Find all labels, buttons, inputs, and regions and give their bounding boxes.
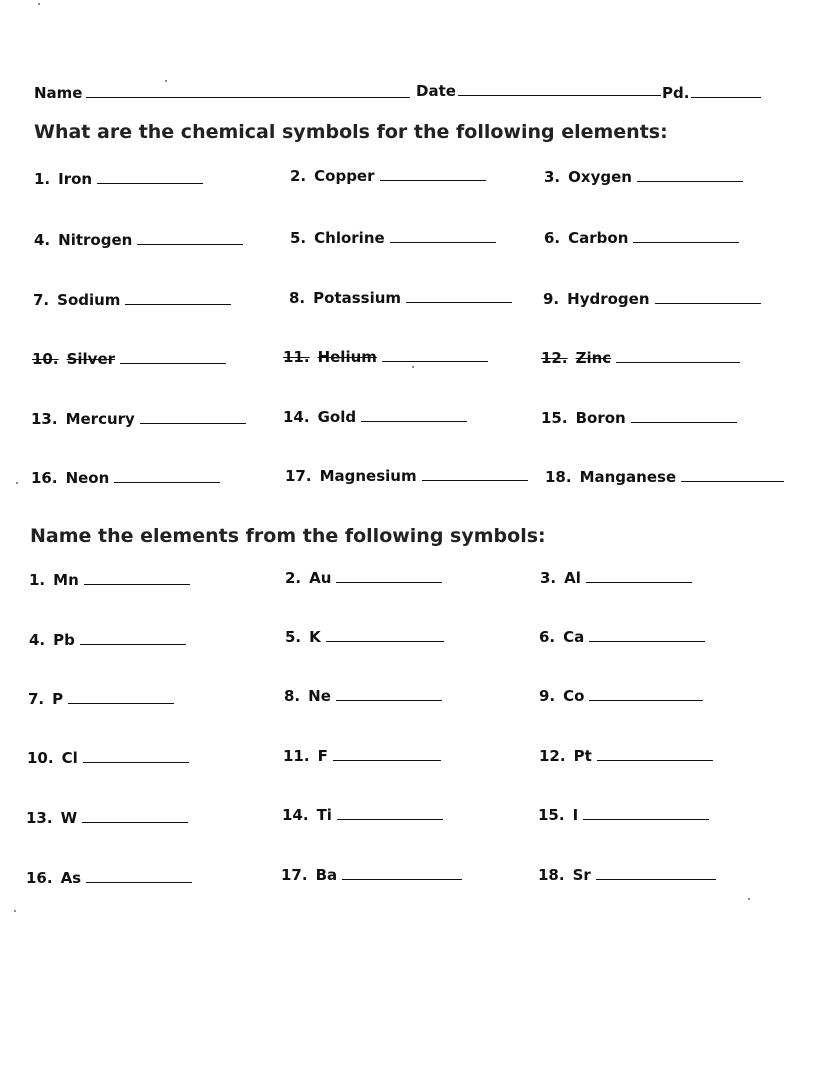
s1-item-2 — [290, 166, 486, 185]
element-symbol: Cl — [61, 749, 78, 767]
element-name: Manganese — [579, 468, 677, 486]
item-number: 17. — [285, 467, 312, 485]
item-number: 3. — [544, 168, 561, 186]
answer-blank[interactable] — [631, 408, 737, 423]
s1-item-9 — [543, 289, 761, 308]
s1-item-3 — [544, 167, 743, 186]
answer-blank[interactable] — [655, 289, 761, 304]
element-symbol: Pb — [53, 631, 75, 649]
element-name: Helium — [317, 348, 377, 366]
element-name: Sodium — [57, 291, 121, 309]
s1-item-13 — [31, 409, 246, 428]
item-number: 15. — [541, 409, 568, 427]
s2-item-8 — [284, 686, 442, 705]
element-symbol: Ti — [316, 806, 332, 824]
s1-item-15 — [541, 408, 737, 427]
answer-blank[interactable] — [125, 290, 231, 305]
s1-item-17 — [285, 466, 528, 485]
item-number: 17. — [281, 866, 308, 884]
period-field-row — [662, 83, 761, 102]
answer-blank[interactable] — [342, 865, 462, 880]
answer-blank[interactable] — [80, 630, 186, 645]
element-name: Zinc — [575, 349, 612, 367]
answer-blank[interactable] — [586, 568, 692, 583]
period-blank[interactable] — [691, 83, 761, 98]
answer-blank[interactable] — [380, 166, 486, 181]
answer-blank[interactable] — [361, 407, 467, 422]
scan-speck — [748, 898, 750, 900]
element-name: Neon — [65, 469, 110, 487]
answer-blank[interactable] — [589, 627, 705, 642]
element-symbol: Ne — [308, 687, 331, 705]
item-number: 13. — [31, 410, 58, 428]
item-number: 13. — [26, 809, 53, 827]
item-number: 16. — [31, 469, 58, 487]
answer-blank[interactable] — [616, 348, 740, 363]
answer-blank[interactable] — [583, 805, 709, 820]
scan-speck — [14, 910, 16, 912]
s1-item-5 — [290, 228, 496, 247]
item-number: 3. — [540, 569, 557, 587]
date-blank[interactable] — [458, 81, 661, 96]
s1-item-1 — [34, 169, 203, 188]
item-number: 1. — [34, 170, 51, 188]
element-symbol: As — [60, 869, 82, 887]
answer-blank[interactable] — [681, 467, 784, 482]
element-name: Potassium — [313, 289, 402, 307]
element-symbol: Pt — [573, 747, 592, 765]
element-name: Mercury — [65, 410, 135, 428]
s2-item-2 — [285, 568, 442, 587]
item-number: 10. — [32, 350, 59, 368]
s1-item-12 — [541, 348, 740, 367]
element-name: Nitrogen — [58, 231, 133, 249]
s2-item-16 — [26, 868, 192, 887]
item-number: 8. — [284, 687, 301, 705]
element-name: Magnesium — [319, 467, 417, 485]
s1-item-7 — [33, 290, 231, 309]
item-number: 7. — [33, 291, 50, 309]
element-symbol: Au — [309, 569, 332, 587]
s2-item-18 — [538, 865, 716, 884]
item-number: 6. — [544, 229, 561, 247]
date-field-row — [416, 81, 661, 100]
s1-item-8 — [289, 288, 512, 307]
element-name: Copper — [314, 167, 375, 185]
scan-speck — [165, 80, 167, 82]
s2-item-4 — [29, 630, 186, 649]
element-symbol: F — [317, 747, 328, 765]
item-number: 9. — [539, 687, 556, 705]
s2-item-10 — [27, 748, 189, 767]
item-number: 5. — [285, 628, 302, 646]
element-name: Carbon — [568, 229, 629, 247]
item-number: 11. — [283, 348, 310, 366]
scan-speck — [16, 482, 18, 484]
s2-item-9 — [539, 686, 703, 705]
item-number: 2. — [290, 167, 307, 185]
item-number: 14. — [283, 408, 310, 426]
item-number: 2. — [285, 569, 302, 587]
item-number: 4. — [29, 631, 46, 649]
answer-blank[interactable] — [597, 746, 713, 761]
s1-item-16 — [31, 468, 220, 487]
answer-blank[interactable] — [84, 570, 190, 585]
answer-blank[interactable] — [140, 409, 246, 424]
item-number: 9. — [543, 290, 560, 308]
item-number: 14. — [282, 806, 309, 824]
scan-speck — [412, 366, 414, 368]
s1-item-14 — [283, 407, 467, 426]
s2-item-11 — [283, 746, 441, 765]
answer-blank[interactable] — [82, 808, 188, 823]
item-number: 16. — [26, 869, 53, 887]
s2-item-17 — [281, 865, 462, 884]
s1-item-11 — [283, 347, 488, 366]
item-number: 6. — [539, 628, 556, 646]
answer-blank[interactable] — [114, 468, 220, 483]
answer-blank[interactable] — [97, 169, 203, 184]
answer-blank[interactable] — [406, 288, 512, 303]
answer-blank[interactable] — [333, 746, 441, 761]
section2-heading: Name the elements from the following symbols: — [30, 525, 546, 547]
scan-speck — [38, 3, 40, 5]
element-name: Boron — [575, 409, 626, 427]
answer-blank[interactable] — [326, 627, 444, 642]
answer-blank[interactable] — [336, 686, 442, 701]
s1-item-4 — [34, 230, 243, 249]
name-field-row — [34, 83, 410, 102]
s1-item-18 — [545, 467, 784, 486]
s2-item-6 — [539, 627, 705, 646]
section1-heading: What are the chemical symbols for the following elements: — [34, 121, 668, 143]
item-number: 18. — [545, 468, 572, 486]
element-symbol: P — [52, 690, 64, 708]
element-symbol: W — [60, 809, 78, 827]
answer-blank[interactable] — [137, 230, 243, 245]
element-symbol: Mn — [53, 571, 79, 589]
s2-item-3 — [540, 568, 692, 587]
answer-blank[interactable] — [596, 865, 716, 880]
item-number: 8. — [289, 289, 306, 307]
s2-item-13 — [26, 808, 188, 827]
answer-blank[interactable] — [637, 167, 743, 182]
answer-blank[interactable] — [120, 349, 226, 364]
answer-blank[interactable] — [422, 466, 528, 481]
item-number: 15. — [538, 806, 565, 824]
name-blank[interactable] — [86, 83, 410, 98]
element-name: Chlorine — [314, 229, 385, 247]
element-symbol: Ba — [315, 866, 338, 884]
s2-item-1 — [29, 570, 190, 589]
s1-item-6 — [544, 228, 739, 247]
s1-item-10 — [32, 349, 226, 368]
item-number: 1. — [29, 571, 46, 589]
period-label: Pd. — [662, 84, 690, 102]
name-label: Name — [34, 84, 83, 102]
date-label: Date — [416, 82, 456, 100]
s2-item-5 — [285, 627, 444, 646]
item-number: 4. — [34, 231, 51, 249]
element-symbol: K — [309, 628, 321, 646]
item-number: 10. — [27, 749, 54, 767]
answer-blank[interactable] — [633, 228, 739, 243]
item-number: 18. — [538, 866, 565, 884]
item-number: 12. — [541, 349, 568, 367]
item-number: 7. — [28, 690, 45, 708]
s2-item-14 — [282, 805, 443, 824]
element-symbol: I — [572, 806, 579, 824]
element-symbol: Al — [564, 569, 581, 587]
item-number: 12. — [539, 747, 566, 765]
answer-blank[interactable] — [390, 228, 496, 243]
s2-item-15 — [538, 805, 709, 824]
element-symbol: Ca — [563, 628, 585, 646]
s2-item-12 — [539, 746, 713, 765]
answer-blank[interactable] — [83, 748, 189, 763]
item-number: 11. — [283, 747, 310, 765]
answer-blank[interactable] — [336, 568, 442, 583]
s2-item-7 — [28, 689, 174, 708]
element-name: Hydrogen — [567, 290, 650, 308]
element-symbol: Co — [563, 687, 585, 705]
element-name: Iron — [58, 170, 93, 188]
element-name: Silver — [66, 350, 116, 368]
answer-blank[interactable] — [589, 686, 703, 701]
element-symbol: Sr — [572, 866, 591, 884]
answer-blank[interactable] — [86, 868, 192, 883]
answer-blank[interactable] — [337, 805, 443, 820]
answer-blank[interactable] — [68, 689, 174, 704]
item-number: 5. — [290, 229, 307, 247]
answer-blank[interactable] — [382, 347, 488, 362]
element-name: Gold — [317, 408, 357, 426]
element-name: Oxygen — [568, 168, 632, 186]
